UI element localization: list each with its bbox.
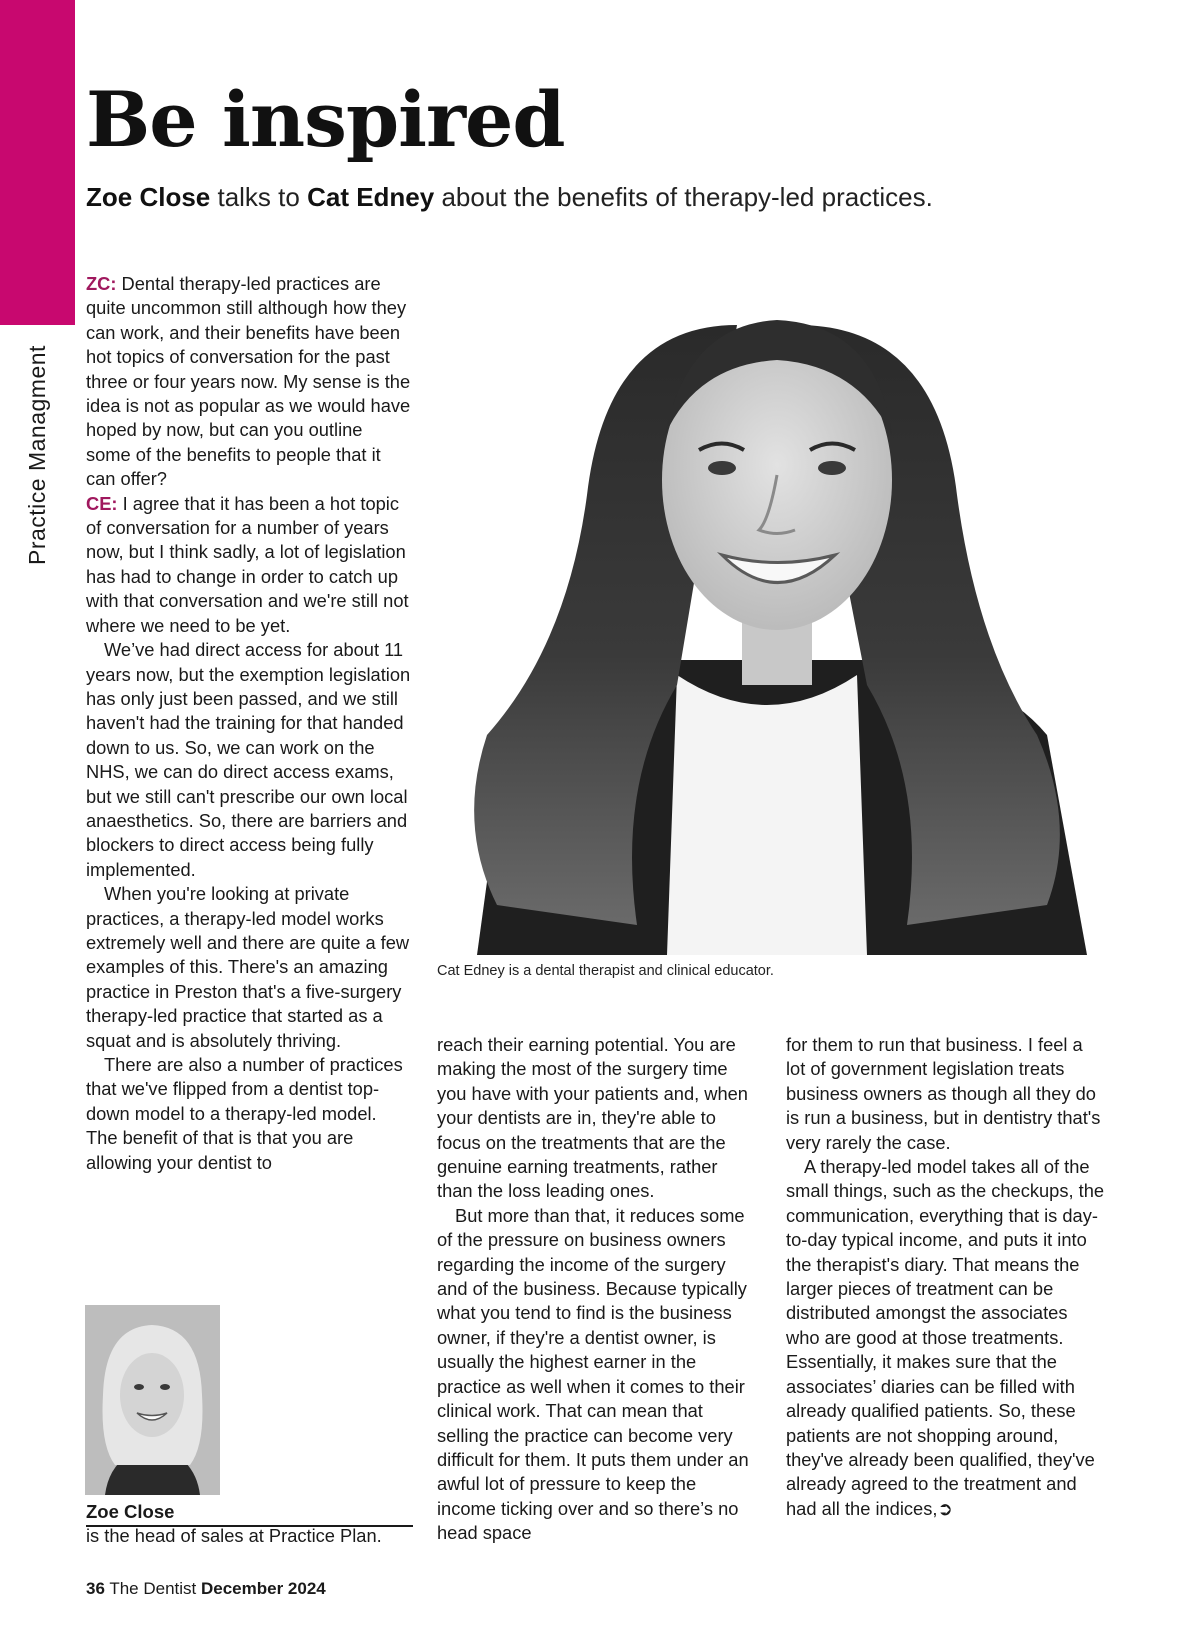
paragraph-text: Dental therapy-led practices are quite uncommon still although how they can work, and their benefits have been hot topics of conversation for the past three or four years now. My sense is the idea is not as popular as we would have hoped by now, but can you outline some of the benefits to people that it can offer? xyxy=(86,273,411,490)
paragraph: But more than that, it reduces some of the pressure on business owners regarding the income of the surgery and of the business. Because typically what you tend to find is the business owner, if they're a dentist owner, is usually the highest earner in the practice as well when it comes to their clinical work. That can mean that selling the practice can become very difficult for them. It puts them under an awful lot of pressure to keep the income ticking over and so there’s no head space xyxy=(437,1204,749,1544)
author-role: is the head of sales at Practice Plan. xyxy=(86,1525,382,1546)
article-column-3 xyxy=(786,1033,1106,1521)
article-column-2 xyxy=(437,1033,757,1546)
paragraph: reach their earning potential. You are making the most of the surgery time you have with your patients and, when your dentists are in, they're able to focus on the treatments that are the genuine earning treatments, rather than the loss leading ones. xyxy=(437,1034,748,1202)
paragraph: When you're looking at private practices, a therapy-led model works extremely well and there are quite a few examples of this. There's an amazing practice in Preston that's a five-surgery therapy-led practice that started as a squat and is absolutely thriving. xyxy=(86,883,410,1051)
cat-edney-photo xyxy=(437,265,1115,955)
page-number: 36 xyxy=(86,1579,105,1598)
subtitle xyxy=(86,182,933,213)
continue-arrow-icon: ➲ xyxy=(937,1497,953,1519)
subtitle-subject: Cat Edney xyxy=(307,182,435,212)
paragraph-text: A therapy-led model takes all of the small things, such as the checkups, the communication, everything that is day-to-day typical income, and puts it into the therapist's diary. That means the larger pieces of treatment can be distributed amongst the associates who are good at those treatments. Essentially, it makes sure that the associates’ diaries can be filled with already qualified patients. So, these patients are not shopping around, they've already been qualified, they've already agreed to the treatment and had all the indices, xyxy=(786,1156,1105,1519)
article-column-1 xyxy=(86,272,412,1175)
subtitle-rest: about the benefits of therapy-led practices. xyxy=(434,182,933,212)
author-name: Zoe Close xyxy=(86,1501,413,1527)
page-title: Be inspired xyxy=(86,75,565,164)
publication-name: The Dentist xyxy=(104,1579,201,1598)
subtitle-author: Zoe Close xyxy=(86,182,211,212)
section-label: Practice Managment xyxy=(24,345,50,565)
paragraph xyxy=(86,492,412,638)
paragraph: for them to run that business. I feel a lot of government legislation treats business owners as though all they do is run a business, but in dentistry that's very rarely the case. xyxy=(786,1034,1101,1153)
photo-caption: Cat Edney is a dental therapist and clinical educator. xyxy=(437,963,774,979)
paragraph xyxy=(86,272,412,492)
subtitle-mid: talks to xyxy=(210,182,308,212)
paragraph xyxy=(786,1155,1106,1521)
issue-date: December 2024 xyxy=(201,1579,326,1598)
page-footer xyxy=(86,1579,326,1599)
section-color-bar xyxy=(0,0,75,325)
speaker-label: ZC: xyxy=(86,273,117,294)
paragraph-text: I agree that it has been a hot topic of conversation for a number of years now, but I think sadly, a lot of legislation has had to change in order to catch up with that conversation and we're still not where we need to be yet. xyxy=(86,492,409,636)
zoe-close-photo xyxy=(85,1305,220,1495)
paragraph: We’ve had direct access for about 11 years now, but the exemption legislation has only just been passed, and we still haven't had the training for that handed down to us. So, we can work on the NHS, we can do direct access exams, but we still can't prescribe our own local anaesthetics. So, there are barriers and blockers to direct access being fully implemented. xyxy=(86,639,411,880)
paragraph: There are also a number of practices that we've flipped from a dentist top-down model to a therapy-led model. The benefit of that is that you are allowing your dentist to xyxy=(86,1054,403,1173)
speaker-label: CE: xyxy=(86,492,118,514)
